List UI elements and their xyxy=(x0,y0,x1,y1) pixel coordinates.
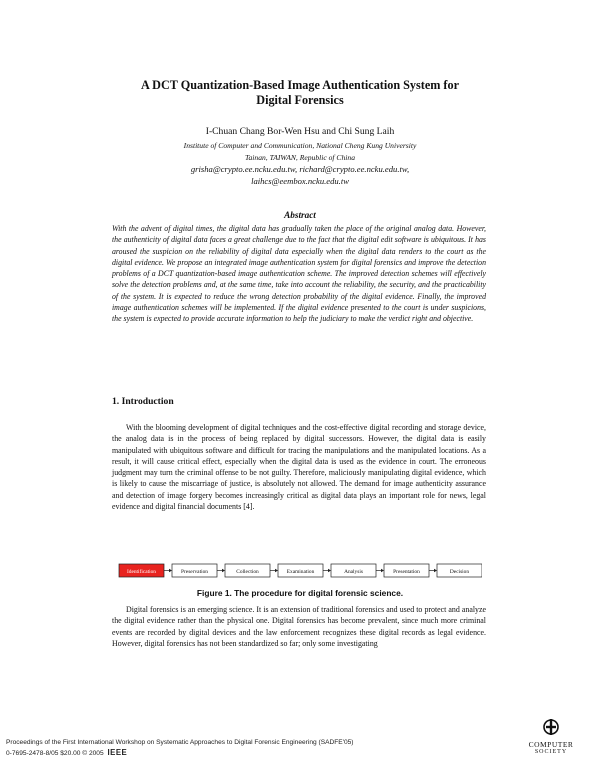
introduction-paragraph-2: Digital forensics is an emerging science. It is an extension of traditional forensics and used to protect and analyze the digital evidence rather than the physical one. Digital forensics has become prevalent, since much more criminal events are recorded by digital devices and the law enforcement recognizes these digital records as legal evidence. However, digital forensics has not been standardized so far; only some investigating xyxy=(112,605,486,648)
procedure-arrow-head xyxy=(381,569,384,573)
procedure-step-label: Presentation xyxy=(393,569,420,575)
computer-society-emblem-icon xyxy=(541,718,561,736)
procedure-arrow-head xyxy=(328,569,331,573)
affiliation-block xyxy=(0,140,600,187)
paper-title xyxy=(0,78,600,108)
procedure-step-label: Examination xyxy=(286,569,315,575)
procedure-arrow-head xyxy=(275,569,278,573)
email-line-2: laihcs@eembox.ncku.edu.tw xyxy=(251,176,349,186)
forensic-procedure-diagram xyxy=(118,561,482,581)
procedure-step-label: Identification xyxy=(126,569,157,575)
affiliation-line-1: Institute of Computer and Communication, National Cheng Kung University xyxy=(183,141,417,150)
introduction-paragraph-1: With the blooming development of digital techniques and the cost-effective digital recording and storage device, the analog data is in the process of being replaced by digital successors. However, the digital data is easily manipulated with ubiquitous software and difficult for tracing the manipulations and the manipulated locations. As a result, it will cause critical effect, especially when the digital data is used as the evidence in court. The erroneous judgment may turn the criminal offense to be not guilty. Therefore, maliciously manipulating digital evidence, which is likely to cause the miscarriage of justice, is absolutely not allowed. The demand for image authenticity assurance and detection of image forgery becomes increasingly critical as digital data plays an important role for news, legal evidence and digital financial documents [4]. xyxy=(112,423,486,512)
logo-society-text: SOCIETY xyxy=(534,749,568,755)
abstract-text: With the advent of digital times, the digital data has gradually taken the place of the original analog data. However, the authenticity of digital data faces a great challenge due to the fact that the digital edit software is ubiquitous. It has aroused the suspicion on the reliability of digital data especially when the digital data renders to the court as the digital evidence. We propose an integrated image authentication system for digital forensics and improve the detection problems of a DCT quantization-based image authentication scheme. The improved detection schemes will effectively solve the detection problems and, at the same time, take into account the reliability, the security, and the practicability of the system. It is expected to reduce the wrong detection probability of the digital evidence. Finally, the improved image authentication schemes will be implemented. If the digital evidence presented to the court is under suspicions, the system is expected to provide accurate information to help the judiciary to make the verdict right and objective. xyxy=(112,224,486,324)
computer-society-logo xyxy=(520,718,582,756)
logo-computer-text: COMPUTER xyxy=(528,740,574,749)
footer-proceedings: Proceedings of the First International Workshop on Systematic Approaches to Digital Forensic Engineering (SADFE'05) xyxy=(6,739,354,746)
affiliation-line-2: Tainan, TAIWAN, Republic of China xyxy=(244,152,355,162)
procedure-step-label: Analysis xyxy=(344,569,363,575)
procedure-arrow-head xyxy=(222,569,225,573)
footer-isbn-line xyxy=(6,748,353,759)
procedure-arrow-head xyxy=(434,569,437,573)
page-footer xyxy=(6,738,353,759)
ieee-logo: IEEE xyxy=(107,748,128,757)
figure-caption: Figure 1. The procedure for digital forensic science. xyxy=(196,588,404,598)
footer-isbn: 0-7695-2478-8/05 $20.00 © 2005 xyxy=(6,750,104,757)
authors: I-Chuan Chang Bor-Wen Hsu and Chi Sung Laih xyxy=(205,126,395,137)
title-line-1: A DCT Quantization-Based Image Authentication System for xyxy=(140,78,459,92)
procedure-step-label: Collection xyxy=(236,569,259,575)
procedure-step-label: Preservation xyxy=(181,569,208,575)
procedure-arrow-head xyxy=(169,569,172,573)
section-heading-introduction: 1. Introduction xyxy=(112,396,174,407)
email-line-1: grisha@crypto.ee.ncku.edu.tw, richard@crypto.ee.ncku.edu.tw, xyxy=(190,164,410,174)
procedure-step-label: Decision xyxy=(449,569,470,575)
abstract-heading: Abstract xyxy=(284,210,316,220)
title-line-2: Digital Forensics xyxy=(256,93,344,107)
